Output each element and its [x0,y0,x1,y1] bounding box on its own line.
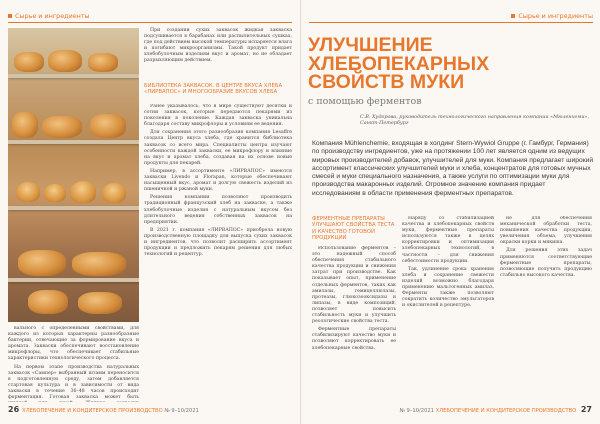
header-rule-left [8,22,292,23]
shelf [8,140,139,144]
shelf [8,74,139,78]
bread-loaf [42,116,82,138]
bread-loaf [18,250,66,276]
right-column-1: Использование ферментов – это надежный способ обеспечения стабильного качества продукции и снижения затрат при производстве. Как показывает опыт, применение отдельных ферментов, таких как амилазы, гемицеллюлазы, протеазы, глюкозооксидазы и липазы, в виде композиций, позволяет повысить стабильность муки и улучшить реологические свойства теста. Ферментные препараты стабилизируют качество муки и позволяют корректировать ее хлебопекарные свойства. [312,246,396,351]
right-sub-heading: ФЕРМЕНТНЫЕ ПРЕПАРАТЫ УЛУЧШАЮТ СВОЙСТВА ТЕСТА И КАЧЕСТВО ГОТОВОЙ ПРОДУКЦИИ [312,216,395,241]
bread-loaf [28,290,68,314]
article-subtitle: с помощью ферментов [308,96,422,107]
bread-loaf [72,252,126,276]
shelf [8,278,139,282]
bread-loaf [90,114,126,138]
bread-loaf [12,112,38,138]
left-sub-heading: БИБЛИОТЕКА ЗАКВАСОК. В ЦЕНТРЕ ВКУСА ХЛЕБА «ЛИРВАПОС» И МНОГООБРАЗИЕ ВКУСОВ ХЛЕБА [144,83,283,96]
footer-left: 26 ХЛЕБОПЕЧЕНИЕ И КОНДИТЕРСКОЕ ПРОИЗВОДСТВО № 9–10/2021 [8,405,199,414]
section-bullet-icon [511,14,515,18]
section-tag-right: Сырье и ингредиенты [511,12,593,20]
article-author: С.В. Худорова, руководитель технологического направления компании «Мюленхеми», Санкт-Петербург [360,114,590,127]
bread-loaf [14,52,44,72]
bread-loaf [78,292,122,314]
article-title: УЛУЧШЕНИЕ ХЛЕБОПЕКАРНЫХ СВОЙСТВ МУКИ [308,34,490,93]
right-column-3: не для обеспечения механической обработки теста, повышения качества продукции, увеличения объема, улучшения окраски корки и мякиша. Для решения этих задач применяются соответствующие ферментные препараты, позволяющие получить продукцию стабильно высокого качества. [500,216,592,278]
croissant [44,184,66,202]
left-right-column: Ранее указывалось, что в мире существуют десятки и сотни заквасок, которые передаются пекарями из поколения в поколение. Каждая закваска уникальна благодаря составу микрофлоры и условиям ее ведения. Для сохранения этого разнообразия компания Lesaffre создала Центр вкуса хлеба, где хранится библиотека заквасок со всего мира. Специалисты центра изучают особенности каждой закваски, ее микрофлору и влияние на вкус и аромат хлеба, создавая на их основе новые продукты для пекарей. Например, в ассортименте «ЛИРВАПОС» имеются закваски Livendo и Florapan, которые обеспечивают насыщенный вкус, аромат и долгую свежесть изделий из пшеничной и ржаной муки. Решения компании позволяют производить традиционный французский хлеб на закваске, а также хлебобулочные изделия с натуральным вкусом без длительного ведения собственных заквасок на предприятии. В 2021 г. компания «ЛИРВАПОС» приобрела новую производственную площадку для выпуска сухих заквасок и ингредиентов, что позволит расширить ассортимент продукции и предложить пекарям решения для любых технологий и рецептур. [144,104,292,258]
croissant [70,181,96,203]
section-tag-left: Сырье и ингредиенты [8,12,90,20]
shelf [8,206,139,210]
section-bullet-icon [8,14,12,18]
header-rule-right [309,22,593,23]
croissant [102,183,126,203]
right-column-2: Наряду со стабилизацией качества и хлебопекарных свойств муки, ферментные препараты используются также в целях корректировки и оптимизации хлебопекарных технологий, в частности – для снижения себестоимости продукции. Так, удлинение срока хранения хлеба и сохранение свежести изделий возможно благодаря применению мальтогенных амилаз. Ферменты также позволяют сократить количество эмульгаторов и окислителей в рецептуре. [402,216,494,309]
article-lead: Компания Mühlenchemie, входящая в холдинг Stern-Wywiol Gruppe (г. Гамбург, Германия) по производству ингредиентов, уже на протяжении 100 лет является одним из ведущих мировых производителей добавок, улучшителей для муки. Компания предлагает широкий ассортимент классических улучшителей муки и хлеба, концентратов для готовых мучных смесей и муки специального назначения, а также услуги по оптимизации муки для производства макаронных изделий. Огромное значение компания придает исследованиям в области применения ферментных препаратов. [312,140,594,197]
footer-right: № 9–10/2021 ХЛЕБОПЕЧЕНИЕ И КОНДИТЕРСКОЕ ПРОИЗВОДСТВО 27 [399,405,592,414]
left-top-column: При создании сухих заквасок жидкая закваска подсушивается в барабанах или распылительных сушках, где под действием высокой температуры испаряется влага и погибают микроорганизмы. Такой продукт придает хлебобулочным изделиям вкус и аромат, но не обладает разрыхляющим действием. [144,28,292,64]
bakery-photo [8,28,139,322]
bread-loaf [88,53,118,72]
croissant [16,182,40,202]
bread-loaf [48,50,82,72]
left-bottom-column: вального с определенными свойствами, для каждого из которых характерны разнообразные бактерии, отвечающие за формирование вкуса и аромата. Закваски обеспечивают восстановление микрофлоры, что обеспечивает стабильные характеристики технологического процесса. На первом этапе производства натуральных заквасок «Сампер» выбранный штамм переносится в подготовленную среду, затем добавляется стартовая культура и в зависимости от вида закваски в течение 36–48 часов происходит ферментация. Готовая закваска может быть [8,326,139,401]
